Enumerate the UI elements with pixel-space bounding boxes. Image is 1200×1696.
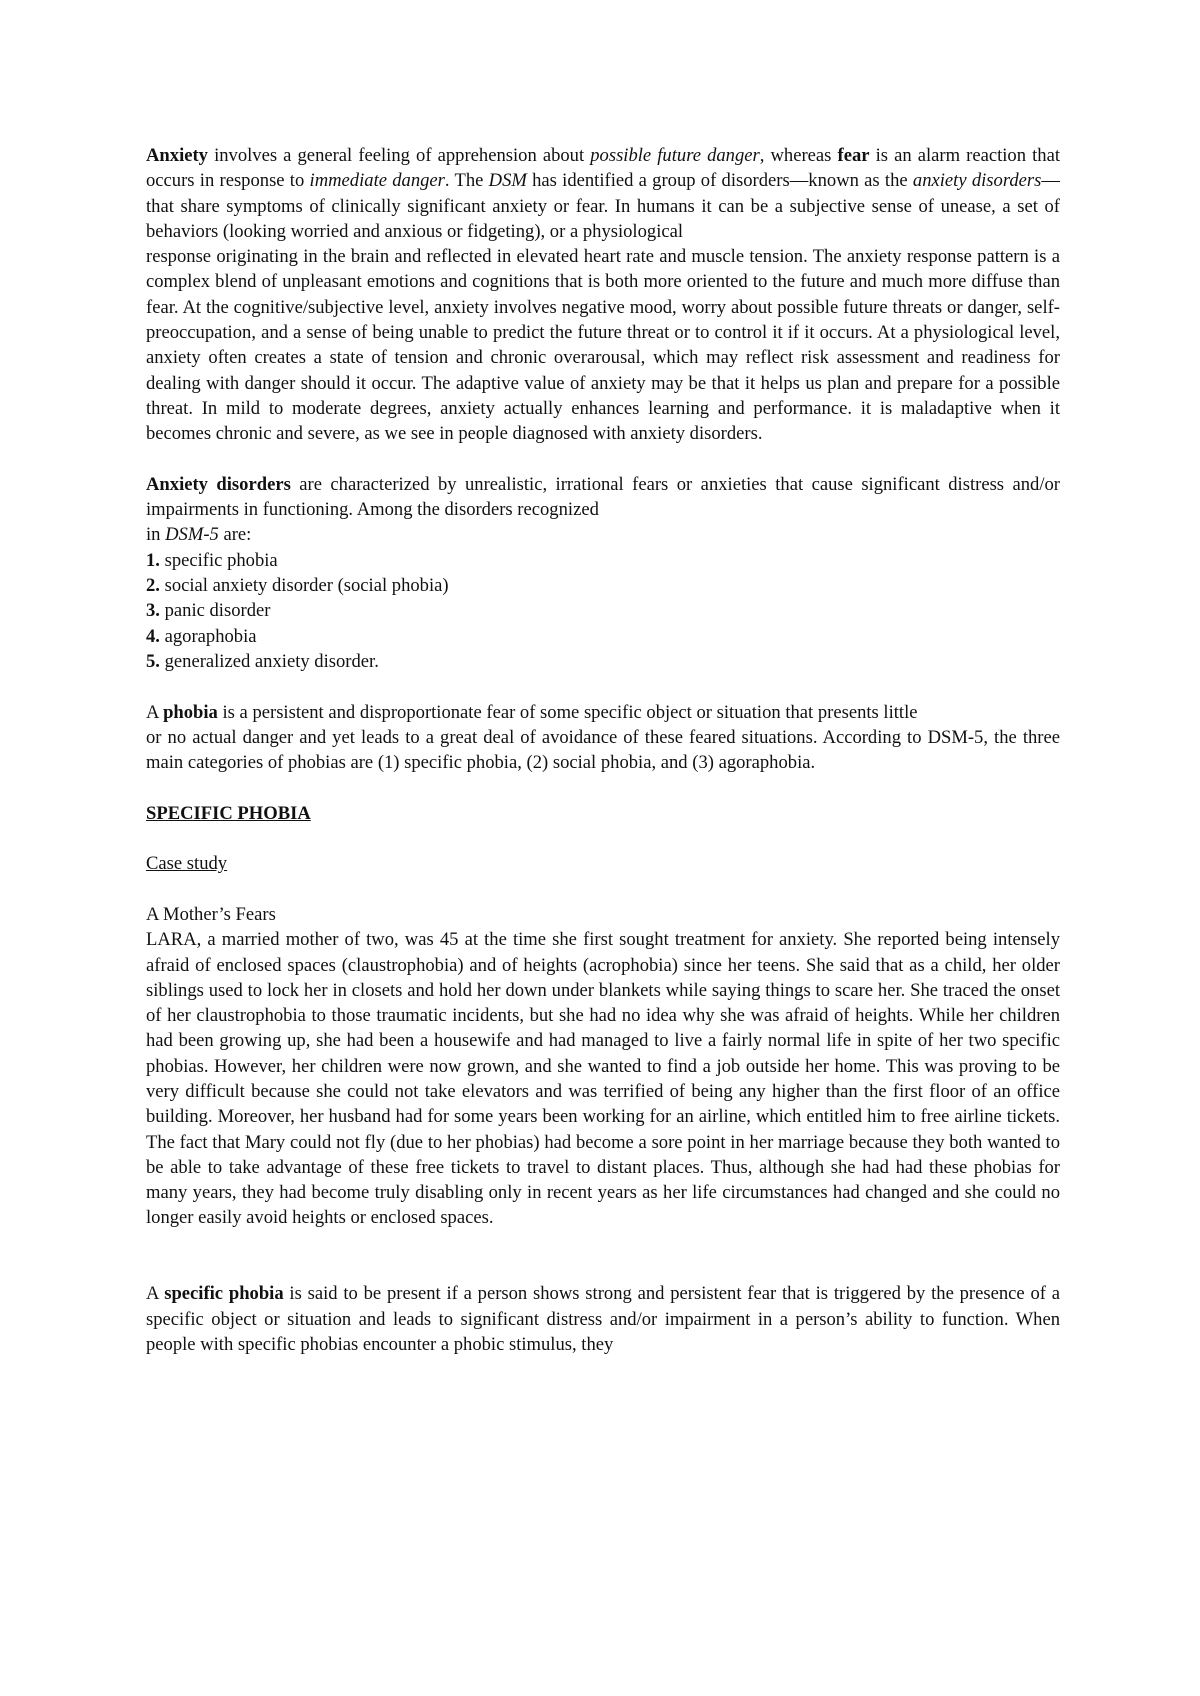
disorders-paragraph: Anxiety disorders are characterized by unrealistic, irrational fears or anxieties that cause significant distress and/or impairments in functioning. Among the disorders recognized xyxy=(146,473,1060,521)
phobia-paragraph-continued: or no actual danger and yet leads to a great deal of avoidance of these feared situations. According to DSM-5, the three main categories of phobias are (1) specific phobia, (2) social phobia, and (3) agoraphobia. xyxy=(146,726,1060,774)
list-item: 4. agoraphobia xyxy=(146,625,257,647)
term-phobia: phobia xyxy=(163,701,218,723)
term-specific-phobia: specific phobia xyxy=(164,1283,284,1305)
specific-phobia-definition: A specific phobia is said to be present if a person shows strong and persistent fear that is triggered by the presence of a specific object or situation and leads to significant distress and/or impairment in a person’s ability to function. When people with specific phobias encounter a phobic stimulus, they xyxy=(146,1283,1060,1355)
document-page xyxy=(146,143,1060,1357)
intro-paragraph-continued: response originating in the brain and reflected in elevated heart rate and muscle tension. The anxiety response pattern is a complex blend of unpleasant emotions and cognitions that is both more oriented to the future and much more diffuse than fear. At the cognitive/subjective level, anxiety involves negative mood, worry about possible future threats or danger, self-preoccupation, and a sense of being unable to predict the future threat or to control it if it occurs. At a physiological level, anxiety often creates a state of tension and chronic overarousal, which may reflect risk assessment and readiness for dealing with danger should it occur. The adaptive value of anxiety may be that it helps us plan and prepare for a possible threat. In mild to moderate degrees, anxiety actually enhances learning and performance. it is maladaptive when it becomes chronic and severe, as we see in people diagnosed with anxiety disorders. xyxy=(146,246,1060,445)
list-item: 2. social anxiety disorder (social phobia) xyxy=(146,575,449,597)
dsm5-italic: DSM-5 xyxy=(165,524,219,546)
section-heading-specific-phobia: SPECIFIC PHOBIA xyxy=(146,802,311,824)
possible-future-danger: possible future danger xyxy=(590,145,760,166)
case-title: A Mother’s Fears xyxy=(146,903,276,925)
immediate-danger: immediate danger xyxy=(309,170,445,192)
term-fear: fear xyxy=(837,145,870,166)
dsm-italic: DSM xyxy=(488,170,527,192)
list-item: 3. panic disorder xyxy=(146,600,271,622)
intro-paragraph: Anxiety involves a general feeling of apprehension about possible future danger, whereas fear is an alarm reaction that occurs in response to immediate danger. The DSM has identified a group of disorders—known as the anxiety disorders— that share symptoms of clinically significant anxiety or fear. In humans it can be a subjective sense of unease, a set of behaviors (looking worried and anxious or fidgeting), or a physiological xyxy=(146,145,1060,242)
phobia-paragraph: A phobia is a persistent and disproportionate fear of some specific object or situation that presents little xyxy=(146,701,918,723)
case-study-label: Case study xyxy=(146,853,228,875)
list-item: 5. generalized anxiety disorder. xyxy=(146,650,379,672)
anxiety-disorders-italic: anxiety disorders xyxy=(912,170,1042,192)
dsm5-line: in DSM-5 are: xyxy=(146,524,252,546)
disorders-list xyxy=(146,548,1060,674)
term-anxiety-disorders: Anxiety disorders xyxy=(146,473,291,495)
term-anxiety: Anxiety xyxy=(146,145,208,166)
list-item: 1. specific phobia xyxy=(146,549,278,571)
case-body: LARA, a married mother of two, was 45 at the time she first sought treatment for anxiety. She reported being intensely afraid of enclosed spaces (claustrophobia) and of heights (acrophobia) since her teens. She said that as a child, her older siblings used to lock her in closets and hold her down under blankets while saying things to scare her. She traced the onset of her claustrophobia to those traumatic incidents, but she had no idea why she was afraid of heights. While her children had been growing up, she had been a housewife and had managed to live a fairly normal life in spite of her two specific phobias. However, her children were now grown, and she wanted to find a job outside her home. This was proving to be very difficult because she could not take elevators and was terrified of being any higher than the first floor of an office building. Moreover, her husband had for some years been working for an airline, which entitled him to free airline tickets. The fact that Mary could not fly (due to her phobias) had become a sore point in her marriage because they both wanted to be able to take advantage of these free tickets to travel to distant places. Thus, although she had had these phobias for many years, they had become truly disabling only in recent years as her life circumstances had changed and she could no longer easily avoid heights or enclosed spaces. xyxy=(146,929,1060,1229)
